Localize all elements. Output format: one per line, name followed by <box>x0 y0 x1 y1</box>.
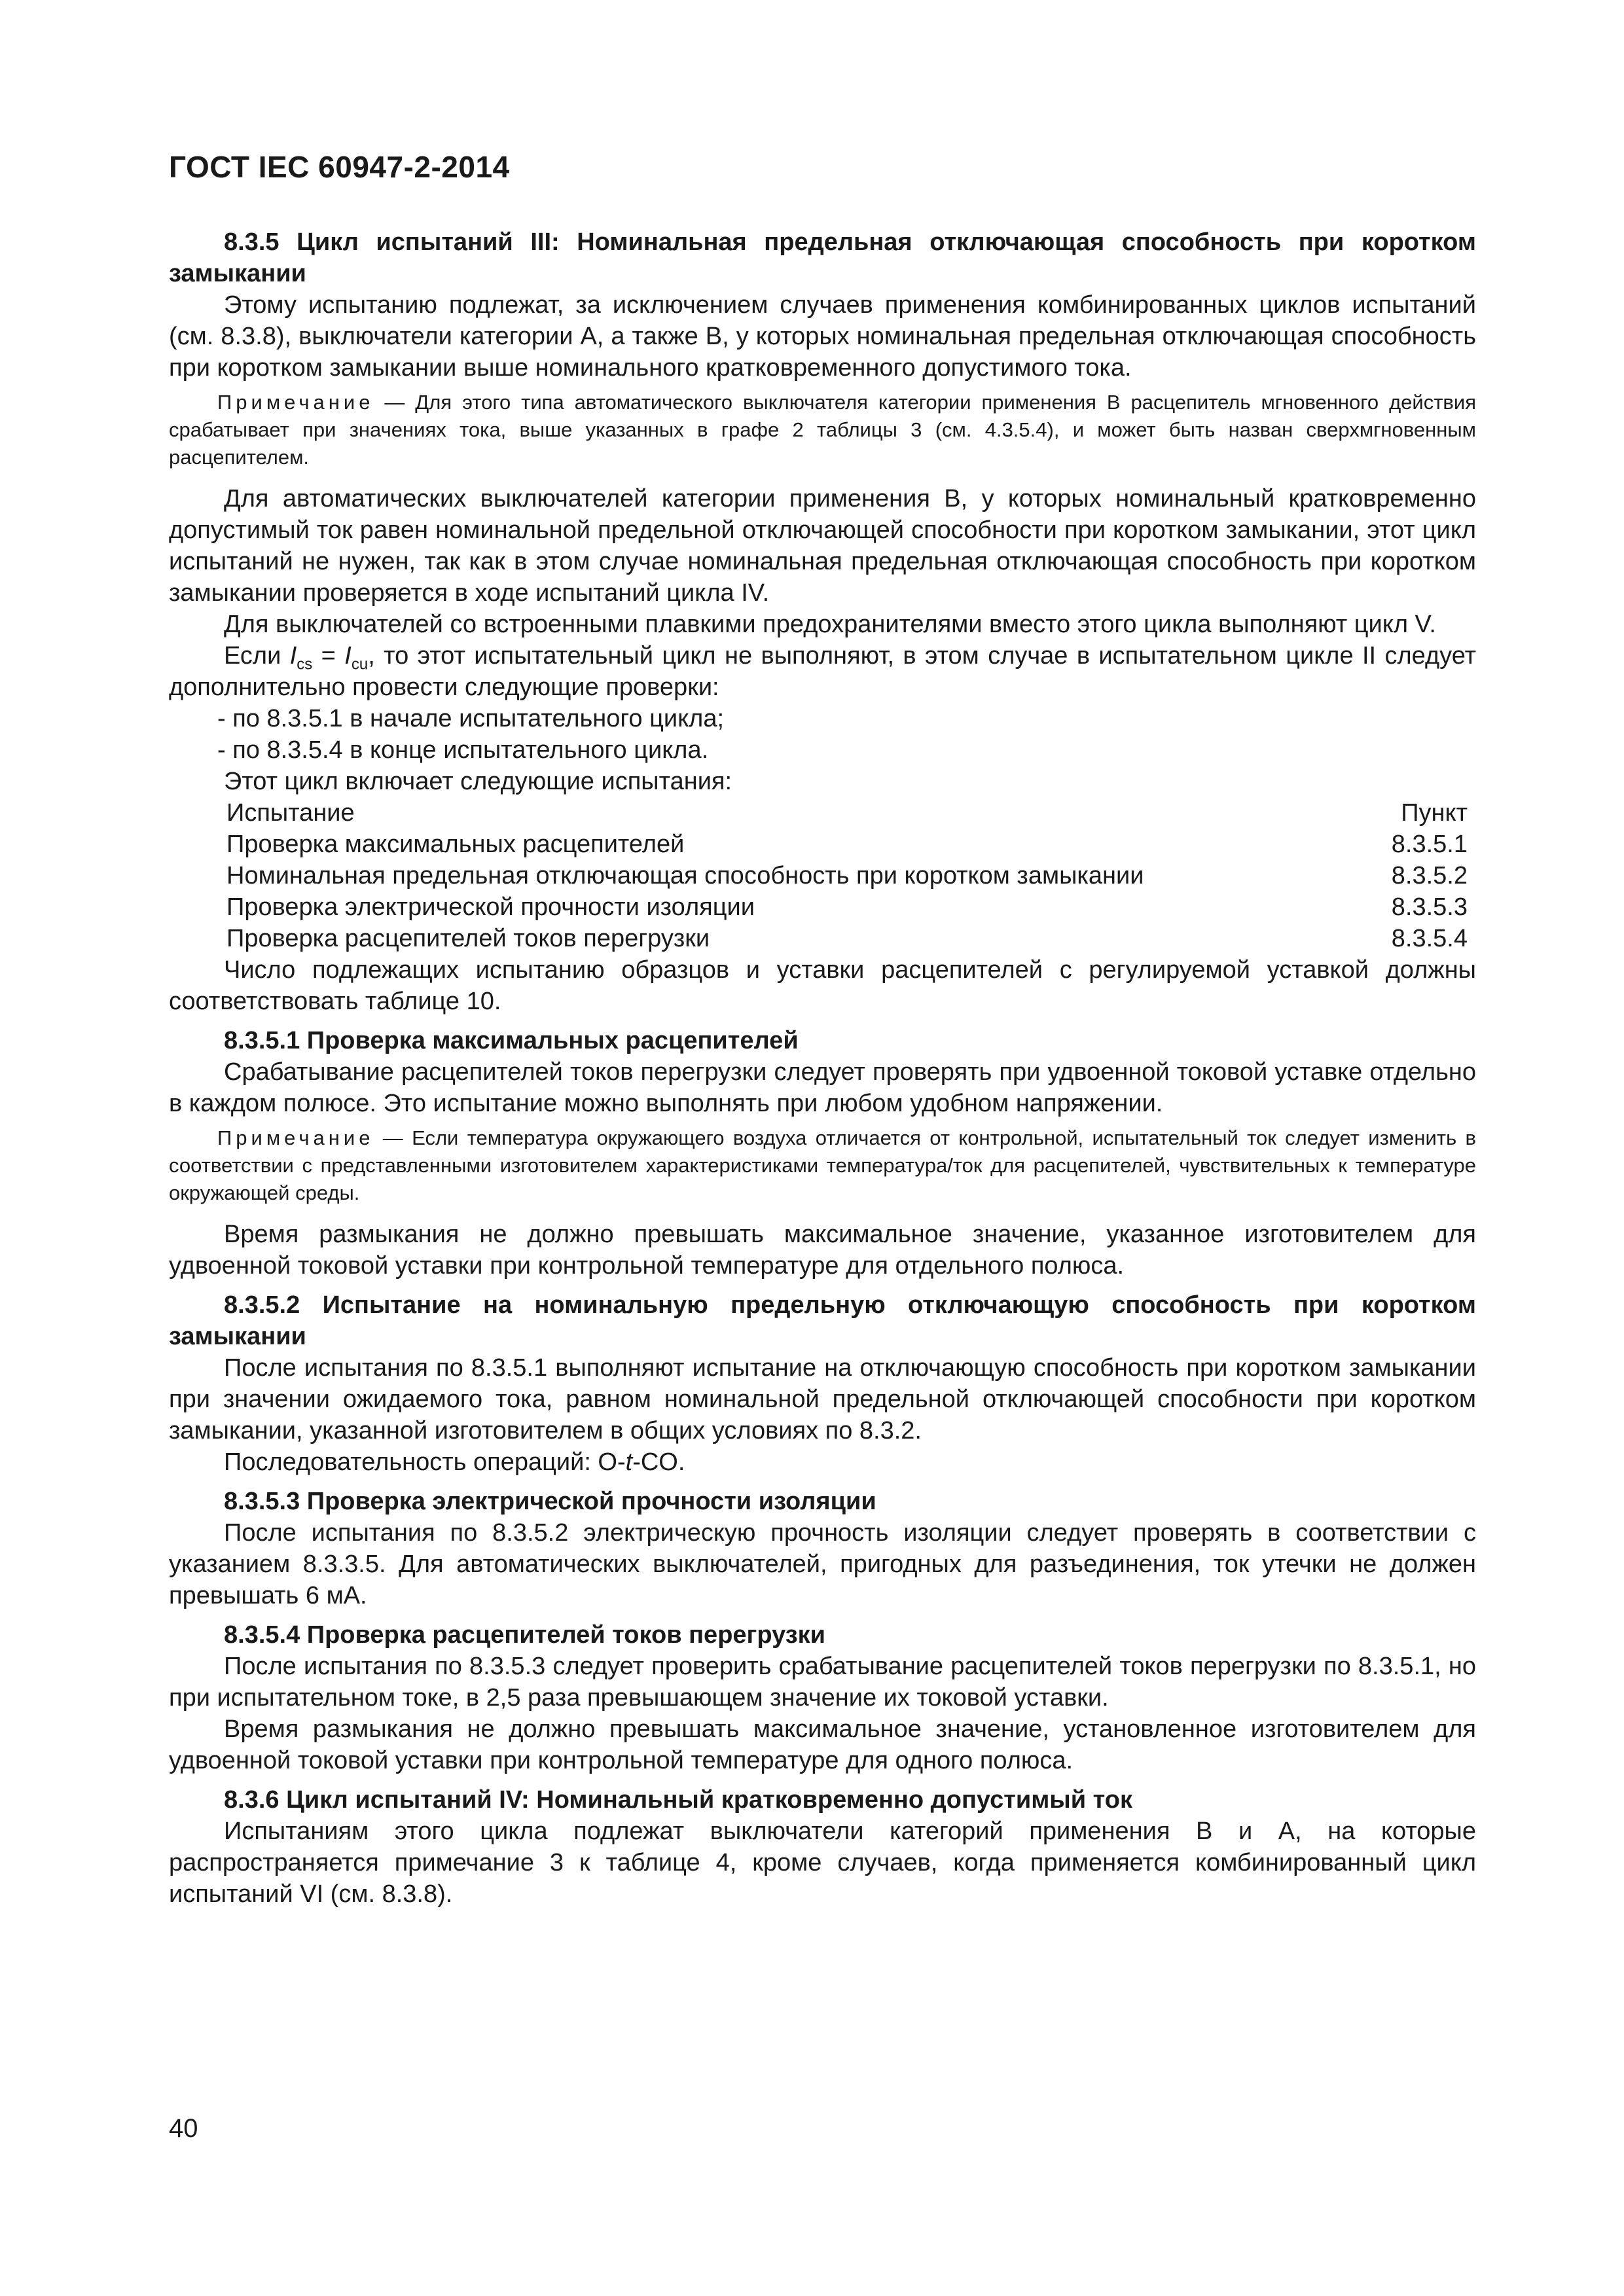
section-heading-8-3-5-4: 8.3.5.4 Проверка расцепителей токов перегрузки <box>224 1621 825 1649</box>
note <box>169 1124 1476 1207</box>
section-heading-8-3-6: 8.3.6 Цикл испытаний IV: Номинальный кратковременно допустимый ток <box>224 1786 1133 1814</box>
text-run: Если <box>224 642 290 670</box>
note-text: — Если температура окружающего воздуха отличается от контрольной, испытательный ток следует изменить в соответствии с представленными изготовителем характеристиками температура/ток для расцепителей, чувствительных к температуре окружающей среды. <box>169 1126 1476 1204</box>
document-header: ГОСТ IEC 60947-2-2014 <box>169 150 510 184</box>
note-text: — Для этого типа автоматического выключателя категории применения В расцепитель мгновенного действия срабатывает при значениях тока, выше указанных в графе 2 таблицы 3 (см. 4.3.5.4), и может быть назван сверхмгновенным расцепителем. <box>169 391 1476 469</box>
table-cell-test: Номинальная предельная отключающая способность при коротком замыкании <box>226 862 1144 889</box>
table-cell-test: Проверка максимальных расцепителей <box>226 831 685 858</box>
table-cell-clause: 8.3.5.3 <box>1391 893 1468 921</box>
subscript: cs <box>297 655 313 673</box>
table-cell-clause: 8.3.5.1 <box>1391 831 1468 858</box>
paragraph: Для выключателей со встроенными плавкими предохранителями вместо этого цикла выполняют цикл V. <box>224 611 1436 638</box>
table-header-test: Испытание <box>226 799 355 827</box>
section-heading-8-3-5-3: 8.3.5.3 Проверка электрической прочности изоляции <box>224 1488 876 1515</box>
table-cell-clause: 8.3.5.2 <box>1391 862 1468 889</box>
text-run: Последовательность операций: O- <box>224 1448 626 1476</box>
text-run: = <box>312 642 345 670</box>
tests-table <box>226 797 1468 954</box>
table-row <box>226 860 1468 891</box>
table-header-clause: Пункт <box>1401 799 1468 827</box>
text-run: -CO. <box>632 1448 685 1476</box>
paragraph-operations <box>169 1446 1476 1478</box>
section-heading-8-3-5-2: 8.3.5.2 Испытание на номинальную предельную отключающую способность при коротком замыкании <box>169 1291 1476 1350</box>
table-row <box>226 891 1468 923</box>
paragraph: Время размыкания не должно превышать максимальное значение, установленное изготовителем для удвоенной токовой уставки при контрольной температуре для одного полюса. <box>169 1715 1476 1774</box>
table-header-row <box>226 797 1468 829</box>
table-row <box>226 829 1468 860</box>
section-heading-8-3-5: 8.3.5 Цикл испытаний III: Номинальная предельная отключающая способность при коротком замыкании <box>169 228 1476 287</box>
symbol-i: I <box>344 642 352 670</box>
paragraph: Этому испытанию подлежат, за исключением случаев применения комбинированных циклов испытаний (см. 8.3.8), выключатели категории А, а также В, у которых номинальная предельная отключающая способность при коротком замыкании выше номинального кратковременного допустимого тока. <box>169 291 1476 382</box>
list-item: - по 8.3.5.1 в начале испытательного цикла; <box>217 705 725 732</box>
paragraph: Для автоматических выключателей категории применения В, у которых номинальный кратковременно допустимый ток равен номинальной предельной отключающей способности при коротком замыкании, этот цикл испытаний не нужен, так как в этом случае номинальная предельная отключающая способность при коротком замыкании проверяется в ходе испытаний цикла IV. <box>169 485 1476 607</box>
paragraph: Число подлежащих испытанию образцов и уставки расцепителей с регулируемой уставкой должны соответствовать таблице 10. <box>169 956 1476 1015</box>
note-label: Примечание <box>217 391 374 414</box>
table-cell-test: Проверка расцепителей токов перегрузки <box>226 925 710 952</box>
subscript: cu <box>351 655 369 673</box>
paragraph: Испытаниям этого цикла подлежат выключатели категорий применения В и А, на которые распространяется примечание 3 к таблице 4, кроме случаев, когда применяется комбинированный цикл испытаний VI (см. 8.3.8). <box>169 1818 1476 1908</box>
paragraph: После испытания по 8.3.5.1 выполняют испытание на отключающую способность при коротком замыкании при значении ожидаемого тока, равном номинальной предельной отключающей способности при коротком замыкании, указанной изготовителем в общих условиях по 8.3.2. <box>169 1354 1476 1444</box>
paragraph: После испытания по 8.3.5.3 следует проверить срабатывание расцепителей токов перегрузки по 8.3.5.1, но при испытательном токе, в 2,5 раза превышающем значение их токовой уставки. <box>169 1653 1476 1712</box>
paragraph: Срабатывание расцепителей токов перегрузки следует проверять при удвоенной токовой уставке отдельно в каждом полюсе. Это испытание можно выполнять при любом удобном напряжении. <box>169 1058 1476 1117</box>
note <box>169 389 1476 471</box>
note-label: Примечание <box>217 1126 374 1149</box>
list-item: - по 8.3.5.4 в конце испытательного цикла. <box>217 736 709 764</box>
paragraph: Время размыкания не должно превышать максимальное значение, указанное изготовителем для удвоенной токовой уставки при контрольной температуре для отдельного полюса. <box>169 1221 1476 1280</box>
page-number: 40 <box>169 2114 198 2143</box>
paragraph: Этот цикл включает следующие испытания: <box>224 768 732 795</box>
symbol-i: I <box>289 642 297 670</box>
section-heading-8-3-5-1: 8.3.5.1 Проверка максимальных расцепителей <box>224 1027 799 1054</box>
table-cell-test: Проверка электрической прочности изоляции <box>226 893 755 921</box>
table-cell-clause: 8.3.5.4 <box>1391 925 1468 952</box>
italic-run: t <box>625 1448 633 1476</box>
text-run: , то этот испытательный цикл не выполняют, в этом случае в испытательном цикле II следует дополнительно провести следующие проверки: <box>169 642 1476 701</box>
paragraph: После испытания по 8.3.5.2 электрическую прочность изоляции следует проверять в соответствии с указанием 8.3.3.5. Для автоматических выключателей, пригодных для разъединения, ток утечки не должен превышать 6 мА. <box>169 1519 1476 1609</box>
table-row <box>226 923 1468 954</box>
document-body <box>169 226 1476 1910</box>
paragraph-formula <box>169 640 1476 703</box>
